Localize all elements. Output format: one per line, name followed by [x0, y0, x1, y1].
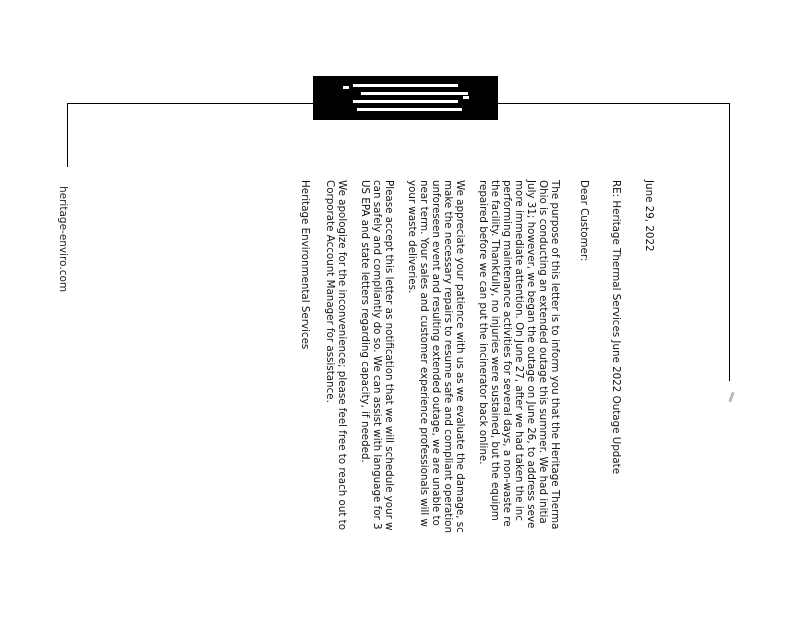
- paragraph-line: Corporate Account Manager for assistance.: [324, 180, 336, 403]
- paragraph-line: We appreciate your patience with us as we evaluate the damage, sc: [454, 180, 466, 533]
- paragraph-line: can safely and compliantly do so. We can assist with language for 3: [371, 180, 383, 530]
- frame-top-right-rule: [498, 103, 730, 104]
- paragraph-line: July 31; however, we began the outage on June 26, to address seve: [525, 180, 537, 529]
- scan-smudge: [728, 392, 734, 402]
- frame-right-rule: [729, 103, 730, 381]
- paragraph-line: near term. Your sales and customer experience professionals will w: [418, 180, 430, 527]
- paragraph-line: The purpose of this letter is to inform you that the Heritage Therma: [549, 180, 561, 530]
- paragraph-line: more immediate attention. On June 27, after we had taken the inc: [513, 180, 525, 521]
- paragraph-line: Please accept this letter as notification that we will schedule your w: [383, 180, 395, 531]
- paragraph-line: performing maintenance activities for several days, a non-waste re: [501, 180, 513, 527]
- letter-signature: Heritage Environmental Services: [299, 180, 311, 350]
- frame-left-rule: [67, 103, 68, 167]
- paragraph-line: the facility. Thankfully, no injuries were sustained, but the equipm: [489, 180, 501, 521]
- letter-date: June 29, 2022: [643, 180, 655, 252]
- frame-top-left-rule: [67, 103, 313, 104]
- paragraph-line: repaired before we can put the incinerator back online.: [477, 180, 489, 465]
- footer-website: heritage-enviro.com: [57, 186, 69, 293]
- letter-subject: RE: Heritage Thermal Services June 2022 Outage Update: [610, 180, 622, 475]
- company-logo: [313, 76, 498, 120]
- letter-salutation: Dear Customer:: [578, 180, 590, 262]
- paragraph-line: We apologize for the inconvenience; please feel free to reach out to: [336, 180, 348, 531]
- paragraph-line: Ohio is conducting an extended outage this summer. We had initia: [537, 180, 549, 524]
- paragraph-line: make the necessary repairs to resume safe and compliant operation: [442, 180, 454, 533]
- paragraph-line: unforeseen event and resulting extended outage, we are unable to: [430, 180, 442, 526]
- paragraph-line: US EPA and state letters regarding capacity, if needed.: [359, 180, 371, 463]
- letter-body: [299, 180, 655, 618]
- paragraph-line: your waste deliveries.: [406, 180, 418, 294]
